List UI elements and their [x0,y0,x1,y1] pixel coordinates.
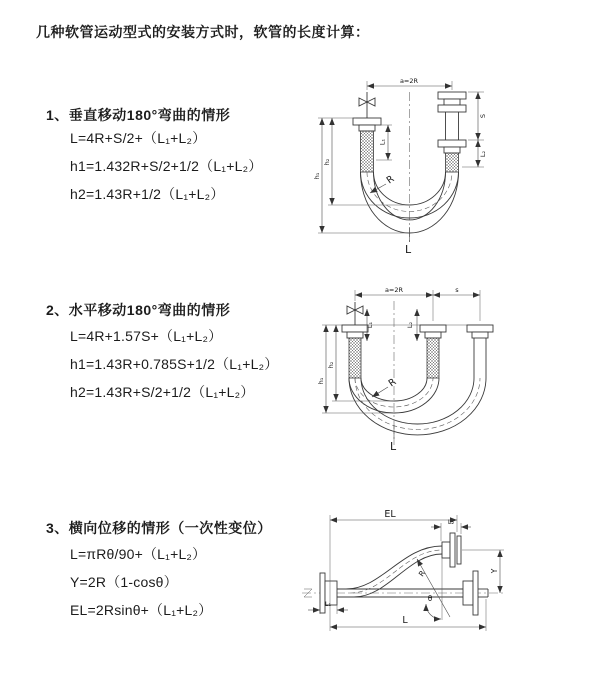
radius-label: R [386,376,399,390]
section-2-formulas [70,322,278,406]
braided-hose-band [427,338,439,378]
formula-line: L=4R+1.57S+（L₁+L₂） [70,328,223,344]
left-pipe-fitting [353,118,381,172]
formula-line: h2=1.43R+1/2（L₁+L₂） [70,186,225,202]
dim-l1-label: L₁ [366,321,374,329]
dim-h2-label: h₂ [323,158,331,166]
formula-line: h1=1.432R+S/2+1/2（L₁+L₂） [70,158,263,174]
dim-l1-label: L₁ [378,138,387,146]
dim-s-label: S [479,113,487,119]
length-callout [390,425,397,453]
left-pipe-fitting [342,325,368,378]
dim-l2-label: L₂ [406,321,414,329]
right-flange-displaced [442,533,461,567]
dim-y-label: Y [490,568,499,574]
dim-s-label: s [455,286,459,294]
dim-l1 [308,600,348,614]
right-pipe-fitting [438,92,466,172]
dim-l1 [366,309,374,341]
dim-a2r-label: a=2R [384,286,404,294]
angle-label: θ [427,594,433,603]
length-label: L [405,243,412,256]
dim-s [468,92,487,140]
dim-a2r [367,77,452,90]
formula-line: Y=2R（1-cosθ） [70,574,178,590]
dim-h1 [313,118,322,233]
diagram-horizontal-180-bend [312,283,600,478]
braided-hose-band [349,338,361,378]
dim-h1 [317,325,326,413]
braided-hose-band [446,153,459,172]
dim-s [433,286,480,321]
section-2-heading: 2、水平移动180°弯曲的情形 [46,302,231,318]
dim-h1-label: h₁ [317,377,325,385]
section-3-formulas [70,540,212,624]
radius-label: R [384,173,397,187]
radius-label: R [416,568,428,579]
length-label: L [390,440,397,453]
length-callout [405,227,412,256]
formula-line: L=4R+S/2+（L₁+L₂） [70,130,207,146]
formula-line: h1=1.43R+0.785S+1/2（L₁+L₂） [70,356,279,372]
braided-hose-band [361,131,374,172]
dim-l-label: L [402,615,408,626]
formula-line: h2=1.43R+S/2+1/2（L₁+L₂） [70,384,255,400]
dim-h2 [327,325,336,401]
radius-callout [372,376,399,397]
dim-a2r-label: a=2R [399,77,419,85]
section-1-heading: 1、垂直移动180°弯曲的情形 [46,107,231,123]
diagram-vertical-180-bend [312,72,594,267]
diagram-lateral-displacement [300,505,600,655]
middle-pipe-fitting [420,325,446,378]
formula-line: EL=2Rsinθ+（L₁+L₂） [70,602,213,618]
page-title: 几种软管运动型式的安装方式时，软管的长度计算： [36,24,370,40]
dim-l1-label: L₁ [324,600,332,608]
hose-u-curves-displaced [349,378,486,435]
dim-h1-label: h₁ [313,172,321,180]
section-1-formulas [70,124,262,208]
dim-l2-label: L₂ [479,150,487,158]
dim-l2-label: L₂ [447,518,455,526]
dim-el-label: EL [384,509,396,520]
formula-line: L=πRθ/90+（L₁+L₂） [70,546,207,562]
dim-h2 [323,118,332,205]
dim-l1 [376,125,392,160]
section-3-heading: 3、横向位移的情形（一次性变位） [46,520,272,536]
dim-h2-label: h₂ [327,361,335,369]
right-pipe-fitting [467,325,493,378]
valve-icon [347,302,363,325]
valve-icon [359,92,375,118]
